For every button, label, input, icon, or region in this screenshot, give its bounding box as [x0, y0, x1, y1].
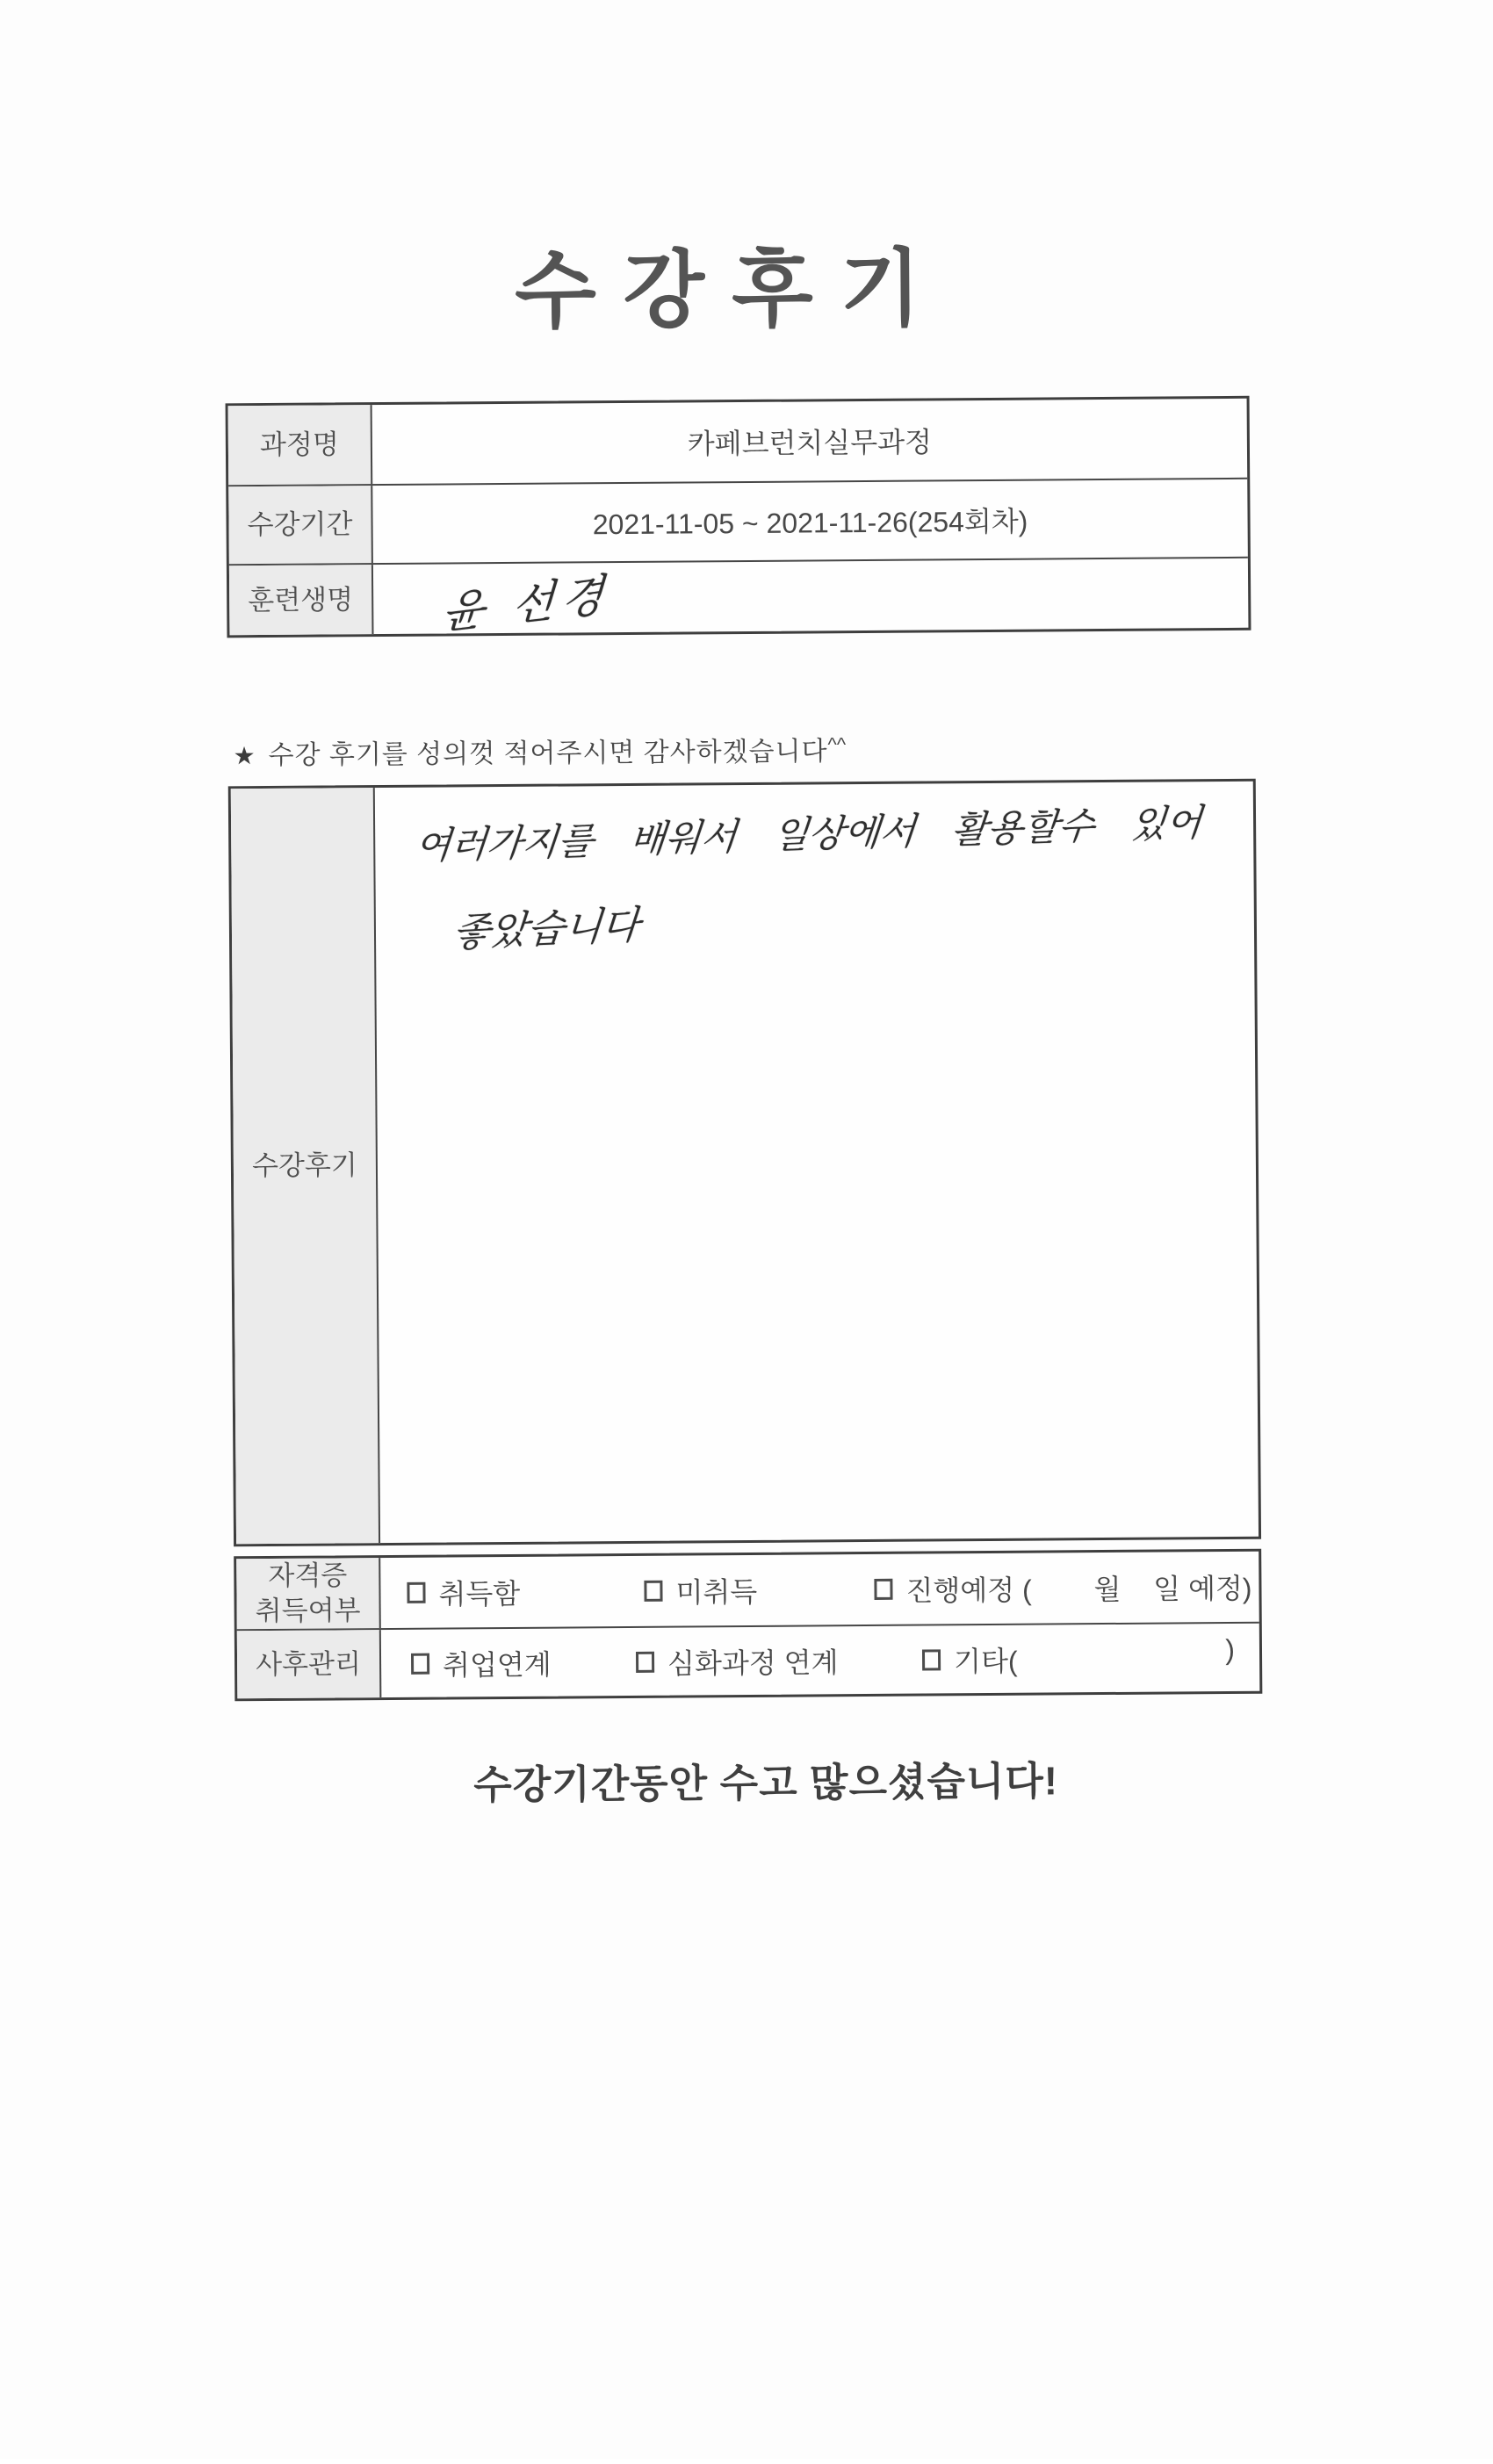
option-advanced-course	[636, 1640, 839, 1682]
instruction-note	[233, 729, 846, 772]
table-row-certificate	[236, 1552, 1259, 1630]
option-other	[922, 1639, 1018, 1680]
certificate-options-cell	[380, 1552, 1259, 1629]
checkbox-advanced-course-icon	[636, 1652, 654, 1673]
review-label: 수강후기	[231, 788, 380, 1544]
followup-options-cell	[381, 1624, 1260, 1697]
table-row-review	[231, 782, 1259, 1545]
day-expected-label: 일 예정)	[1153, 1573, 1252, 1605]
checkbox-in-progress-icon	[874, 1579, 892, 1600]
course-period-value: 2021-11-05 ~ 2021-11-26(254회차)	[592, 505, 1028, 541]
closing-message: 수강기간동안 수고 많으셨습니다!	[473, 1758, 1059, 1808]
checkbox-other-icon	[922, 1649, 941, 1670]
followup-label: 사후관리	[237, 1631, 382, 1699]
option-in-progress-label: 진행예정 (	[905, 1574, 1032, 1607]
table-row-followup	[237, 1622, 1260, 1698]
option-job-link-label: 취업연계	[442, 1648, 552, 1682]
checkbox-acquired-icon	[407, 1582, 425, 1603]
option-not-acquired-label: 미취득	[675, 1576, 758, 1609]
option-not-acquired	[644, 1570, 757, 1611]
certificate-label-line1: 자격증	[268, 1560, 348, 1592]
certificate-label-line2: 취득여부	[255, 1595, 361, 1627]
option-acquired	[407, 1572, 520, 1613]
table-row-course-period	[228, 478, 1248, 565]
smile-emoticon: ^^	[827, 733, 847, 756]
course-period-value-cell	[372, 479, 1248, 563]
certificate-label	[236, 1558, 381, 1630]
option-advanced-course-label: 심화과정 연계	[667, 1646, 839, 1680]
other-close-paren: )	[1225, 1632, 1236, 1666]
checkbox-not-acquired-icon	[644, 1581, 662, 1602]
star-icon: ★	[233, 742, 256, 770]
trainee-name-label: 훈련생명	[229, 565, 374, 635]
page-title: 수 강 후 기	[514, 241, 924, 339]
course-info-table	[226, 396, 1251, 638]
handwritten-review-line-1: 여러가지를 배워서 일상에서 활용할수 있어	[413, 800, 1204, 868]
review-table	[228, 779, 1261, 1547]
option-acquired-label: 취득함	[438, 1578, 521, 1610]
course-period-label: 수강기간	[228, 486, 373, 564]
table-row-trainee-name	[229, 557, 1249, 640]
checkbox-job-link-icon	[411, 1653, 429, 1674]
trainee-name-value-cell	[373, 558, 1249, 640]
month-blank-label: 월	[1093, 1574, 1122, 1606]
instruction-note-text: 수강 후기를 성의껏 적어주시면 감사하겠습니다	[268, 737, 828, 770]
course-name-value-cell	[372, 399, 1248, 484]
course-name-label: 과정명	[228, 405, 373, 485]
trainee-signature: 윤 선경	[440, 568, 612, 640]
option-in-progress	[874, 1568, 1032, 1610]
certificate-followup-table	[234, 1549, 1262, 1702]
review-text-area	[375, 782, 1259, 1543]
option-job-link	[411, 1642, 552, 1683]
handwritten-review-line-2: 좋았습니다	[451, 903, 642, 956]
course-name-value: 카페브런치실무과정	[687, 426, 933, 460]
table-row-course-name	[228, 399, 1248, 486]
option-other-label: 기타(	[953, 1645, 1018, 1678]
